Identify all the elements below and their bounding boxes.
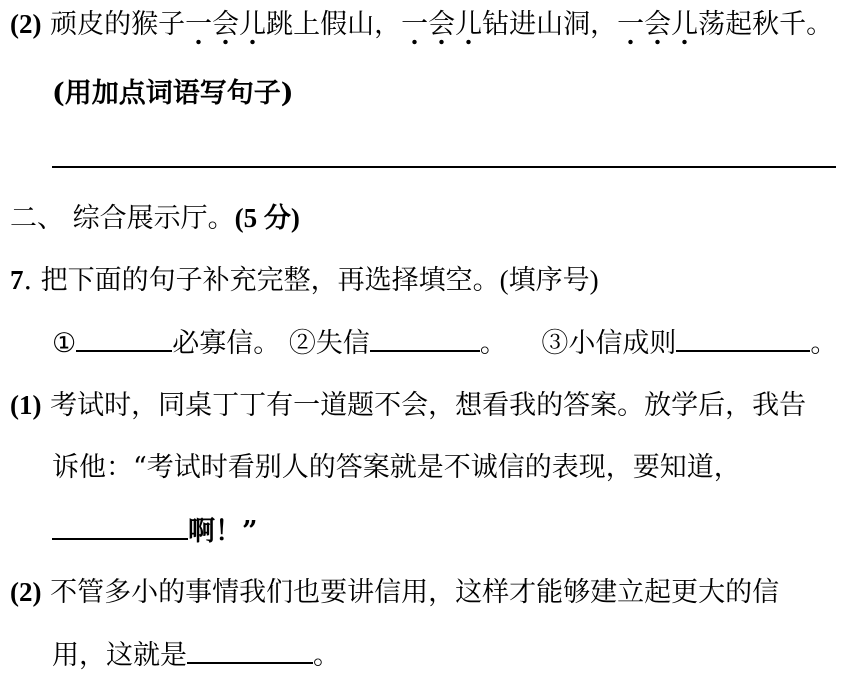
q7-number: 7 <box>10 265 24 295</box>
option-2-text: ②失信 <box>288 328 370 359</box>
q7-sub2-line2 <box>52 636 340 674</box>
q6-sub2-text-c: 钻进山洞， <box>482 9 618 40</box>
answer-line[interactable] <box>52 166 836 168</box>
q6-sub2-text-a: 顽皮的猴子 <box>50 9 186 40</box>
blank-4[interactable] <box>52 512 188 540</box>
blank-1[interactable] <box>76 324 172 352</box>
option-3-end: 。 <box>810 328 838 359</box>
blank-2[interactable] <box>370 324 480 352</box>
q7-sub1-text-1: 考试时，同桌丁丁有一道题不会，想看我的答案。放学后，我告 <box>50 390 807 421</box>
q7-sub1-text-3: 啊！” <box>188 516 258 547</box>
option-2-end: 。 <box>479 328 507 359</box>
blank-5[interactable] <box>187 636 313 664</box>
q7-sub1-line3 <box>52 512 258 550</box>
q7-title-text: . 把下面的句子补充完整，再选择填空。 <box>23 265 500 296</box>
q6-sub2-number: (2) <box>10 9 42 39</box>
q7-sub1-number: (1) <box>10 390 42 420</box>
q7-sub1-text-2: 诉他：“考试时看别人的答案就是不诚信的表现，要知道， <box>52 452 741 483</box>
q7-sub2-line1 <box>10 574 779 611</box>
section-heading-text: 二、 综合展示厅。 <box>10 203 235 234</box>
dotted-word-1 <box>185 9 266 40</box>
q7-sub2-text-2: 用，这就是 <box>52 640 187 671</box>
q6-sub2-text-d: 荡起秋千。 <box>698 9 834 40</box>
instruction-text: (用加点词语写句子) <box>52 78 294 109</box>
q7-sub2-text-1: 不管多小的事情我们也要讲信用，这样才能够建立起更大的信 <box>50 577 780 608</box>
q6-instruction <box>52 76 294 112</box>
dotted-word-text: 一会儿 <box>185 10 266 46</box>
q6-sub2-text-b: 跳上假山， <box>266 9 402 40</box>
dotted-word-text: 一会儿 <box>617 10 698 46</box>
q7-title <box>10 262 599 299</box>
q7-sub2-text-3: 。 <box>313 640 340 671</box>
q7-note: (填序号) <box>499 265 599 295</box>
q7-sub1-line2 <box>52 450 741 486</box>
section-score: (5 分) <box>234 203 300 233</box>
q6-sub2-line <box>10 6 833 46</box>
dotted-word-2 <box>401 9 482 40</box>
section2-heading <box>10 200 300 237</box>
option-1-mark: ① <box>52 328 77 359</box>
q7-sub1-line1 <box>10 387 806 424</box>
q7-options <box>52 324 837 362</box>
q7-sub2-number: (2) <box>10 577 42 607</box>
dotted-word-text: 一会儿 <box>401 10 482 46</box>
dotted-word-3 <box>617 9 698 40</box>
option-3-text: ③小信成则 <box>541 328 677 359</box>
option-1-text: 必寡信。 <box>172 328 281 359</box>
blank-3[interactable] <box>676 324 810 352</box>
